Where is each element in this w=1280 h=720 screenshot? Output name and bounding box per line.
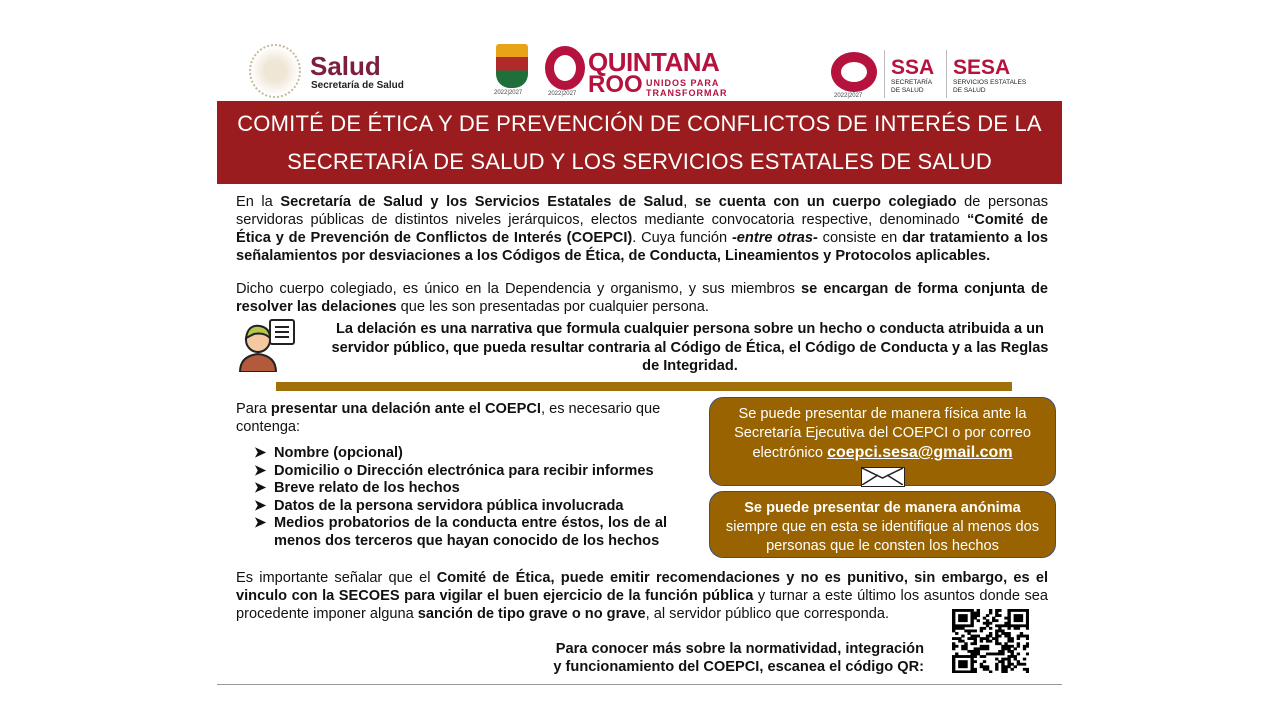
qroo-tagline-1: UNIDOS PARA xyxy=(646,78,720,88)
ssa-sub-2: DE SALUD xyxy=(891,87,924,94)
arrow-bullet-icon: ➤ xyxy=(254,445,267,461)
q-period: 2022|2027 xyxy=(834,93,863,99)
gold-divider xyxy=(276,382,1012,391)
delacion-definition: La delación es una narrativa que formula cualquier persona sobre un hecho o conducta atribuida a un servidor público, que pueda resultar contraria al Código de Ética, el Código de Conducta y a las Reglas de Integridad. xyxy=(331,321,1049,374)
logo-divider xyxy=(884,50,885,98)
requirement-item xyxy=(236,515,667,550)
quintana-title: QUINTANA xyxy=(588,47,720,77)
anonymous-submission-box xyxy=(709,491,1056,558)
qr-instructions xyxy=(520,640,924,676)
qr-code[interactable] xyxy=(952,609,1029,673)
text-segment: se cuenta con un cuerpo colegiado xyxy=(694,194,957,210)
q-logo xyxy=(831,52,877,92)
text-segment: , al servidor público que corresponda. xyxy=(645,606,890,622)
quintana-roo-q-logo xyxy=(545,46,585,90)
quintana-roo-shield-logo xyxy=(496,44,528,88)
text-segment: Comité de Ética, puede emitir recomendaciones y no es punitivo, sin embargo, es el vinculo con la SECOES para vigilar el buen ejercicio de la función pública xyxy=(236,570,1049,604)
arrow-bullet-icon: ➤ xyxy=(254,515,267,531)
text-segment: que les son presentadas por cualquier persona. xyxy=(396,299,709,315)
requirement-text: Domicilio o Dirección electrónica para recibir informes xyxy=(274,462,654,479)
requirements-intro xyxy=(236,400,676,436)
text-segment: . Cuya función xyxy=(632,230,732,246)
text-segment: presentar una delación ante el COEPCI xyxy=(270,401,541,417)
text-segment: dar tratamiento a los señalamientos por desviaciones a los Códigos de Ética, de Conducta, Lineamientos y Protocolos aplicables. xyxy=(236,230,1048,264)
mexico-seal-logo xyxy=(249,44,301,98)
second-paragraph xyxy=(236,280,1048,316)
salud-logo-subtitle: Secretaría de Salud xyxy=(311,80,404,91)
banner-line-1: COMITÉ DE ÉTICA Y DE PREVENCIÓN DE CONFLICTOS DE INTERÉS DE LA xyxy=(237,111,1042,136)
arrow-bullet-icon: ➤ xyxy=(254,497,267,514)
qr-text-1: Para conocer más sobre la normatividad, integración xyxy=(555,641,924,657)
text-segment: Es importante señalar que el xyxy=(236,570,437,586)
requirements-list xyxy=(236,445,667,550)
footer-divider xyxy=(217,684,1062,685)
requirement-item xyxy=(236,480,667,498)
arrow-bullet-icon: ➤ xyxy=(254,462,267,479)
text-segment: Para xyxy=(236,401,271,417)
text-segment: de personas servidoras públicas de distintos niveles jerárquicos, electos mediante convocatoria respective, denominado xyxy=(236,194,1049,228)
person-speech-icon xyxy=(236,318,296,372)
requirement-item xyxy=(236,498,667,516)
ssa-sub-1: SECRETARÍA xyxy=(891,79,933,86)
arrow-bullet-icon: ➤ xyxy=(254,480,267,496)
sesa-sub-1: SERVICIOS ESTATALES xyxy=(953,79,1027,86)
qroo-tagline-2: TRANSFORMAR xyxy=(646,88,728,98)
requirement-text: Datos de la persona servidora pública involucrada xyxy=(274,497,624,514)
salud-logo-title: Salud xyxy=(310,51,381,81)
text-segment: , xyxy=(683,194,695,210)
title-banner xyxy=(217,101,1062,184)
sesa-title: SESA xyxy=(953,56,1011,79)
qroo-period: 2022|2027 xyxy=(548,91,577,97)
physical-submission-box xyxy=(709,397,1056,486)
text-segment: “Comité de Ética y de Prevención de Conflictos de Interés (COEPCI) xyxy=(236,212,1049,246)
email-link[interactable]: coepci.sesa@gmail.com xyxy=(827,444,1013,461)
text-segment: , es necesario que contenga: xyxy=(236,401,661,435)
text-segment: y turnar a este último los asuntos donde sea procedente imponer alguna xyxy=(236,588,1048,622)
anonymous-bold: Se puede presentar de manera anónima xyxy=(744,500,1021,516)
sesa-sub-2: DE SALUD xyxy=(953,87,986,94)
banner-line-2: SECRETARÍA DE SALUD Y LOS SERVICIOS ESTATALES DE SALUD xyxy=(287,149,992,174)
anonymous-text: siempre que en esta se identifique al menos dos personas que le consten los hechos xyxy=(725,519,1040,554)
text-segment: Secretaría de Salud y los Servicios Estatales de Salud xyxy=(280,194,684,210)
qr-text-2: y funcionamiento del COEPCI, escanea el código QR: xyxy=(553,659,924,675)
text-segment: sanción de tipo grave o no grave xyxy=(417,606,646,622)
closing-paragraph xyxy=(236,569,1048,623)
text-segment: se encargan de forma conjunta de resolver las delaciones xyxy=(236,281,1048,315)
text-segment: -entre otras- xyxy=(731,230,818,246)
requirement-text: Nombre (opcional) xyxy=(274,445,403,461)
text-segment: En la xyxy=(236,194,281,210)
physical-submission-text: Se puede presentar de manera física ante la Secretaría Ejecutiva del COEPCI o por correo electrónico coepci.sesa@gmail.com xyxy=(734,406,1031,461)
roo-title: ROO xyxy=(588,71,643,98)
envelope-icon xyxy=(861,467,905,487)
shield-period: 2022|2027 xyxy=(494,90,523,96)
ssa-title: SSA xyxy=(891,56,935,79)
requirement-item xyxy=(236,463,667,481)
requirement-item xyxy=(236,445,667,463)
requirement-text: Medios probatorios de la conducta entre éstos, los de al menos dos terceros que hayan conocido de los hechos xyxy=(274,515,667,549)
requirement-text: Breve relato de los hechos xyxy=(274,480,460,496)
text-segment: Dicho cuerpo colegiado, es único en la Dependencia y organismo, y sus miembros xyxy=(236,281,802,297)
intro-paragraph xyxy=(236,193,1048,265)
logo-divider xyxy=(946,50,947,98)
text-segment: consiste en xyxy=(817,230,903,246)
